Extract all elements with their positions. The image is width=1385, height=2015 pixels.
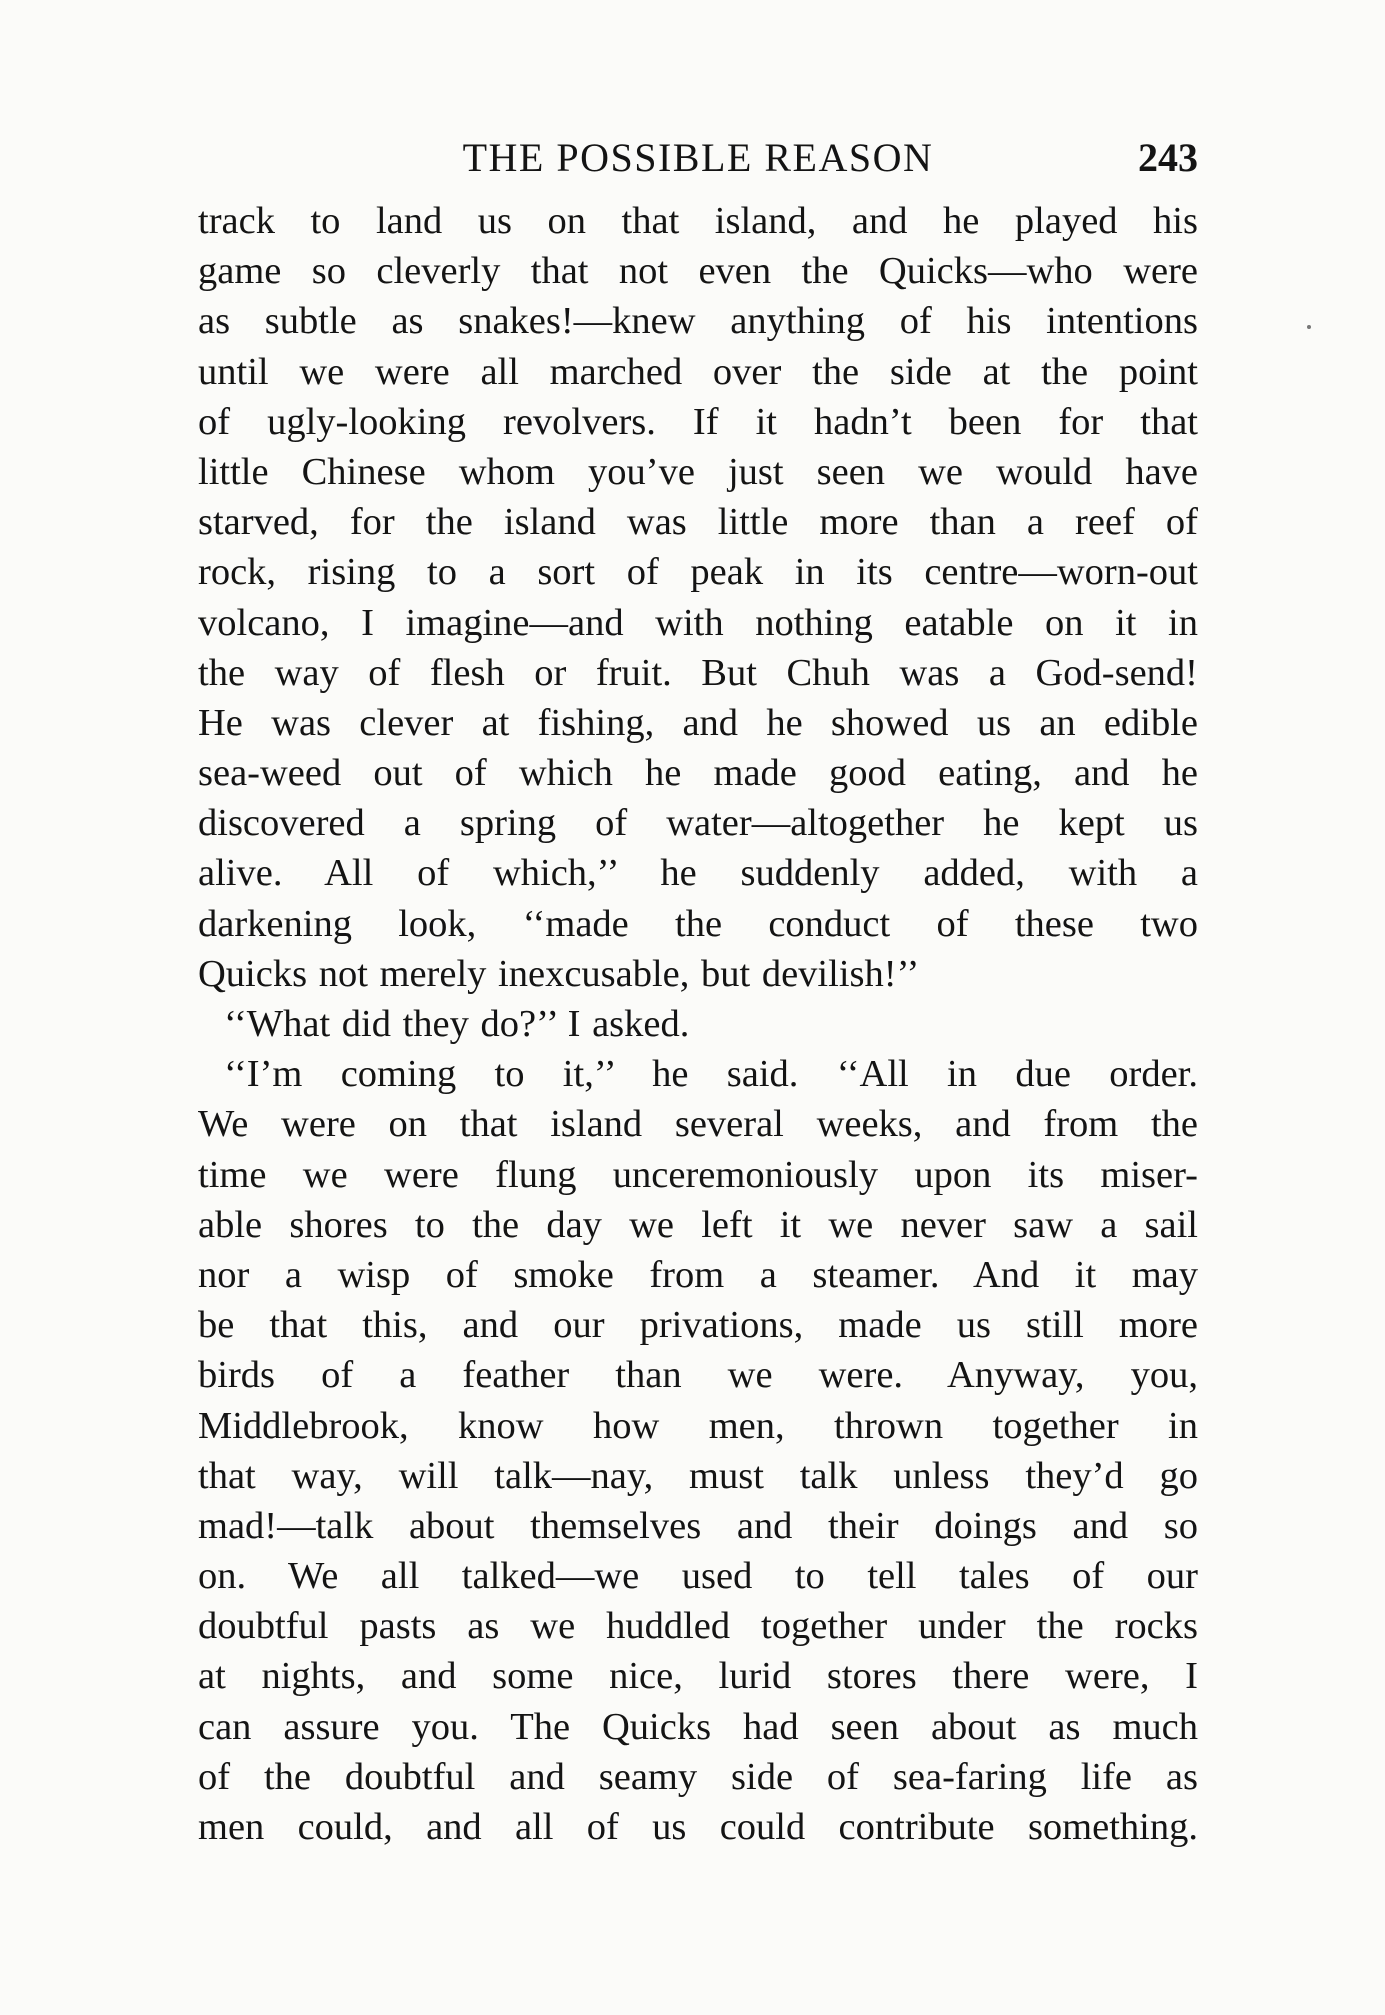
text-line: men could, and all of us could contribute something. xyxy=(198,1806,1198,1848)
page-number: 243 xyxy=(1138,135,1198,180)
body-text xyxy=(198,196,1198,1852)
running-title: THE POSSIBLE REASON xyxy=(462,135,934,180)
text-line: Quicks not merely inexcusable, but devilish!’’ xyxy=(198,952,920,995)
text-line: discovered a spring of water—altogether he kept us xyxy=(198,802,1198,845)
text-line: ‘‘What did they do?’’ I asked. xyxy=(224,1003,690,1045)
text-line: as subtle as snakes!—knew anything of his intentions xyxy=(198,300,1198,343)
text-line: Middlebrook, know how men, thrown together in xyxy=(198,1404,1198,1447)
text-line: ‘‘I’m coming to it,’’ he said. ‘‘All in due order. xyxy=(224,1053,1198,1096)
text-line: track to land us on that island, and he played his xyxy=(198,200,1198,242)
text-line: alive. All of which,’’ he suddenly added, with a xyxy=(198,852,1198,895)
text-line: time we were flung unceremoniously upon its miser- xyxy=(198,1153,1198,1196)
text-line: mad!—talk about themselves and their doings and so xyxy=(198,1504,1198,1547)
text-line: doubtful pasts as we huddled together under the rocks xyxy=(198,1605,1198,1648)
text-line: rock, rising to a sort of peak in its centre—worn-out xyxy=(198,551,1198,594)
text-line: sea-weed out of which he made good eating, and he xyxy=(198,752,1198,795)
text-line: birds of a feather than we were. Anyway, you, xyxy=(198,1354,1198,1397)
running-head xyxy=(198,130,1198,190)
text-line: nor a wisp of smoke from a steamer. And it may xyxy=(198,1253,1198,1296)
text-line: at nights, and some nice, lurid stores there were, I xyxy=(198,1655,1198,1698)
text-line: game so cleverly that not even the Quicks—who were xyxy=(198,250,1198,293)
text-line: He was clever at fishing, and he showed us an edible xyxy=(198,701,1198,744)
text-line: able shores to the day we left it we never saw a sail xyxy=(198,1203,1198,1246)
text-line: volcano, I imagine—and with nothing eatable on it in xyxy=(198,601,1198,644)
text-line: on. We all talked—we used to tell tales of our xyxy=(198,1555,1198,1598)
text-line: of the doubtful and seamy side of sea-faring life as xyxy=(198,1755,1198,1798)
paper-speck xyxy=(1307,325,1311,329)
text-line: darkening look, ‘‘made the conduct of these two xyxy=(198,902,1198,945)
text-line: little Chinese whom you’ve just seen we would have xyxy=(198,450,1198,493)
text-line: We were on that island several weeks, and from the xyxy=(198,1103,1198,1146)
text-line: be that this, and our privations, made us still more xyxy=(198,1304,1198,1347)
text-line: can assure you. The Quicks had seen about as much xyxy=(198,1705,1198,1748)
text-line: that way, will talk—nay, must talk unless they’d go xyxy=(198,1454,1198,1497)
text-line: the way of flesh or fruit. But Chuh was a God-send! xyxy=(198,651,1198,694)
text-line: starved, for the island was little more than a reef of xyxy=(198,501,1198,544)
text-line: until we were all marched over the side at the point xyxy=(198,350,1198,393)
text-line: of ugly-looking revolvers. If it hadn’t been for that xyxy=(198,400,1198,443)
